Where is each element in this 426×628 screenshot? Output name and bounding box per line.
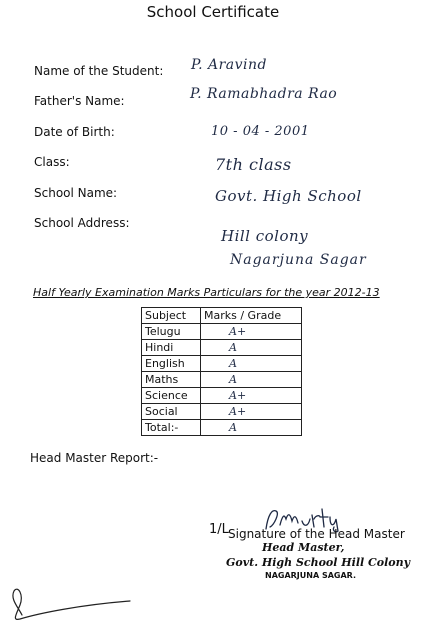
school-name-value: Govt. High School — [215, 187, 362, 205]
grade-cell: A — [201, 372, 302, 388]
class-label: Class: — [34, 155, 70, 169]
student-name-label: Name of the Student: — [34, 64, 164, 78]
table-row-total — [142, 420, 302, 436]
table-row — [142, 388, 302, 404]
corner-scrawl-mark — [0, 575, 140, 625]
subject-cell: Telugu — [142, 324, 201, 340]
date-of-birth-value: 10 - 04 - 2001 — [211, 124, 310, 139]
marks-table — [141, 307, 302, 436]
signature-label: Signature of the Head Master — [228, 527, 405, 541]
table-row — [142, 324, 302, 340]
table-row — [142, 372, 302, 388]
grade-cell: A+ — [201, 324, 302, 340]
grade-cell: A — [201, 420, 302, 436]
fathers-name-value: P. Ramabhadra Rao — [190, 86, 338, 102]
marks-table-header-row — [142, 308, 302, 324]
grade-cell: A — [201, 356, 302, 372]
table-row — [142, 404, 302, 420]
subject-column-header: Subject — [142, 308, 201, 324]
stamp-location: NAGARJUNA SAGAR. — [265, 571, 357, 580]
grade-cell: A+ — [201, 404, 302, 420]
school-address-label: School Address: — [34, 216, 130, 230]
certificate-title: School Certificate — [146, 3, 280, 21]
subject-cell: Science — [142, 388, 201, 404]
stamp-school-name: Govt. High School Hill Colony — [226, 556, 411, 569]
table-row — [142, 356, 302, 372]
school-address-value-line1: Hill colony — [221, 227, 309, 245]
marks-heading: Half Yearly Examination Marks Particulars for the year 2012-13 — [33, 286, 380, 299]
grade-column-header: Marks / Grade — [201, 308, 302, 324]
subject-cell: Total:- — [142, 420, 201, 436]
subject-cell: Maths — [142, 372, 201, 388]
subject-cell: Social — [142, 404, 201, 420]
class-value: 7th class — [215, 155, 292, 174]
student-name-value: P. Aravind — [191, 57, 267, 73]
table-row — [142, 340, 302, 356]
grade-cell: A+ — [201, 388, 302, 404]
subject-cell: Hindi — [142, 340, 201, 356]
head-master-report-label: Head Master Report:- — [30, 451, 159, 465]
subject-cell: English — [142, 356, 201, 372]
fathers-name-label: Father's Name: — [34, 94, 125, 108]
grade-cell: A — [201, 340, 302, 356]
stamp-head-master: Head Master, — [262, 541, 345, 554]
school-address-value-line2: Nagarjuna Sagar — [230, 252, 367, 268]
signature-prefix: 1/L — [209, 522, 229, 537]
school-name-label: School Name: — [34, 186, 118, 200]
date-of-birth-label: Date of Birth: — [34, 125, 115, 139]
